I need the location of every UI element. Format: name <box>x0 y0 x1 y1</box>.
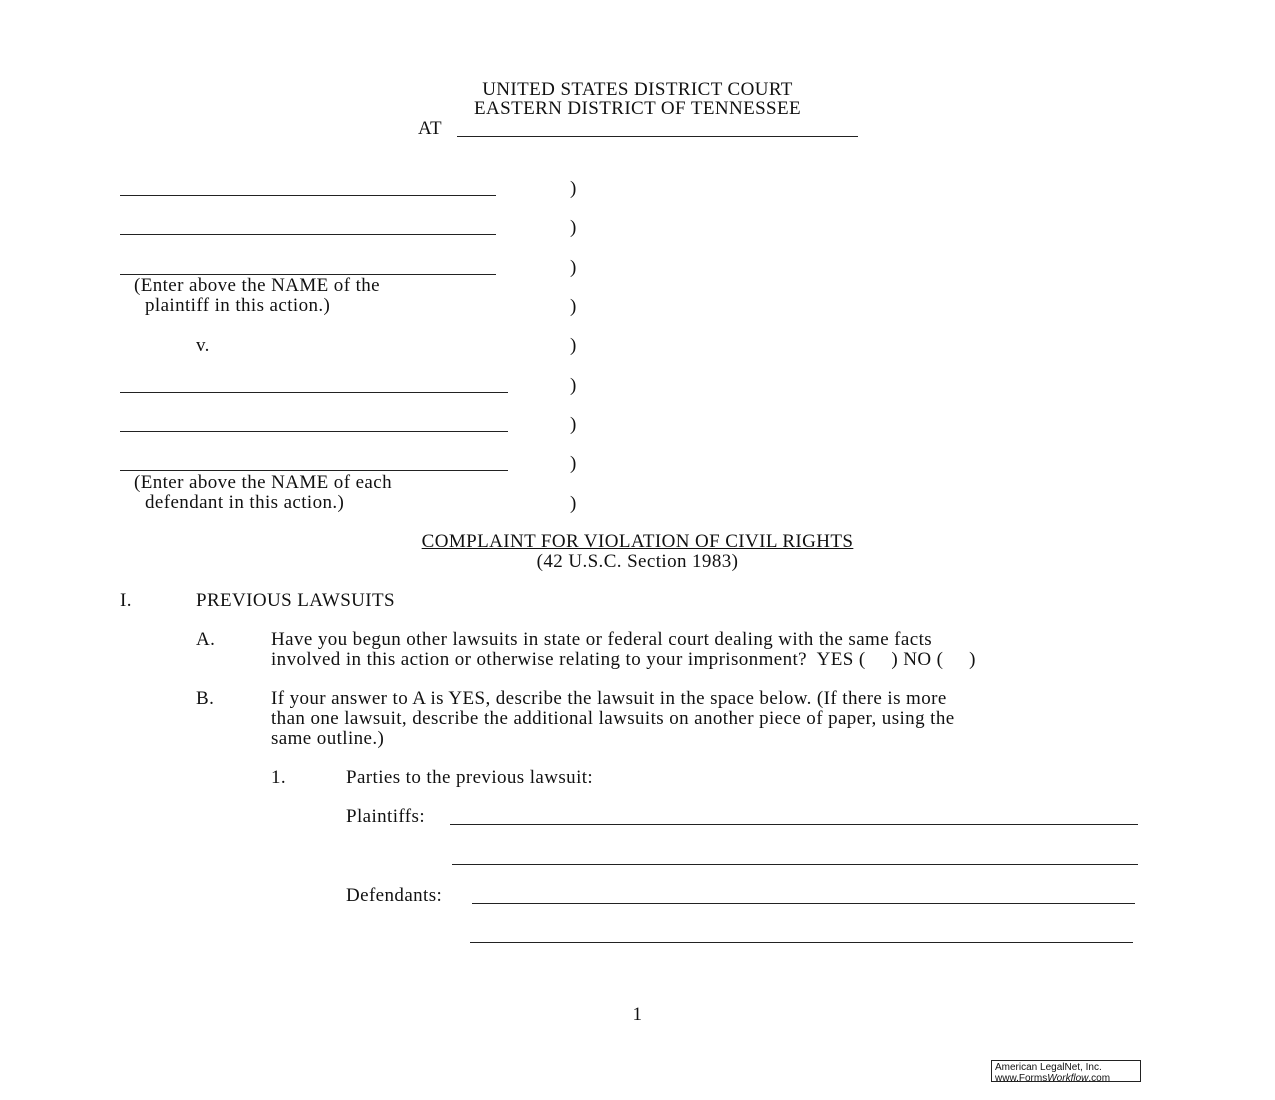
caption-paren: ) <box>570 414 577 435</box>
caption-paren: ) <box>570 178 577 199</box>
court-name: UNITED STATES DISTRICT COURT <box>482 79 793 100</box>
versus-label: v. <box>196 335 210 356</box>
question-b-text: than one lawsuit, describe the additional lawsuits on another piece of paper, using the <box>271 708 955 729</box>
question-a-text: involved in this action or otherwise relating to your imprisonment? YES ( ) NO ( ) <box>271 649 976 670</box>
defendant-note: (Enter above the NAME of each <box>134 472 392 493</box>
plaintiff-name-blank[interactable] <box>120 195 496 196</box>
district-name: EASTERN DISTRICT OF TENNESSEE <box>473 98 802 119</box>
item-1-text: Parties to the previous lawsuit: <box>346 767 594 788</box>
document-subtitle: (42 U.S.C. Section 1983) <box>536 551 739 572</box>
logo-text: .com <box>1088 1073 1111 1084</box>
plaintiff-note: plaintiff in this action.) <box>145 295 331 316</box>
plaintiffs-blank[interactable] <box>452 864 1138 865</box>
at-label: AT <box>418 118 443 139</box>
document-title: COMPLAINT FOR VIOLATION OF CIVIL RIGHTS <box>421 531 854 552</box>
defendant-name-blank[interactable] <box>120 431 508 432</box>
caption-paren: ) <box>570 453 577 474</box>
caption-paren: ) <box>570 375 577 396</box>
publisher-logo <box>991 1060 1141 1082</box>
defendant-note: defendant in this action.) <box>145 492 345 513</box>
question-b-text: same outline.) <box>271 728 385 749</box>
location-blank[interactable] <box>457 136 858 137</box>
caption-paren: ) <box>570 257 577 278</box>
defendants-label: Defendants: <box>346 885 443 906</box>
defendant-name-blank[interactable] <box>120 392 508 393</box>
caption-paren: ) <box>570 217 577 238</box>
question-a-label: A. <box>196 629 216 650</box>
defendant-name-blank[interactable] <box>120 470 508 471</box>
defendants-blank[interactable] <box>470 942 1133 943</box>
question-b-text: If your answer to A is YES, describe the lawsuit in the space below. (If there is more <box>271 688 947 709</box>
plaintiff-name-blank[interactable] <box>120 234 496 235</box>
logo-text: Workflow <box>1047 1073 1089 1084</box>
plaintiff-note: (Enter above the NAME of the <box>134 275 380 296</box>
question-b-label: B. <box>196 688 215 709</box>
section-number: I. <box>120 590 132 611</box>
logo-line-2 <box>995 1073 1137 1084</box>
question-a-text: Have you begun other lawsuits in state or federal court dealing with the same facts <box>271 629 933 650</box>
defendants-blank[interactable] <box>472 903 1135 904</box>
plaintiffs-label: Plaintiffs: <box>346 806 425 827</box>
logo-line-1: American LegalNet, Inc. <box>995 1062 1102 1073</box>
page-number: 1 <box>632 1004 643 1025</box>
plaintiffs-blank[interactable] <box>450 824 1138 825</box>
caption-paren: ) <box>570 493 577 514</box>
caption-paren: ) <box>570 296 577 317</box>
caption-paren: ) <box>570 335 577 356</box>
item-1-label: 1. <box>271 767 287 788</box>
logo-text: www.Forms <box>995 1073 1048 1084</box>
section-heading: PREVIOUS LAWSUITS <box>196 590 395 611</box>
